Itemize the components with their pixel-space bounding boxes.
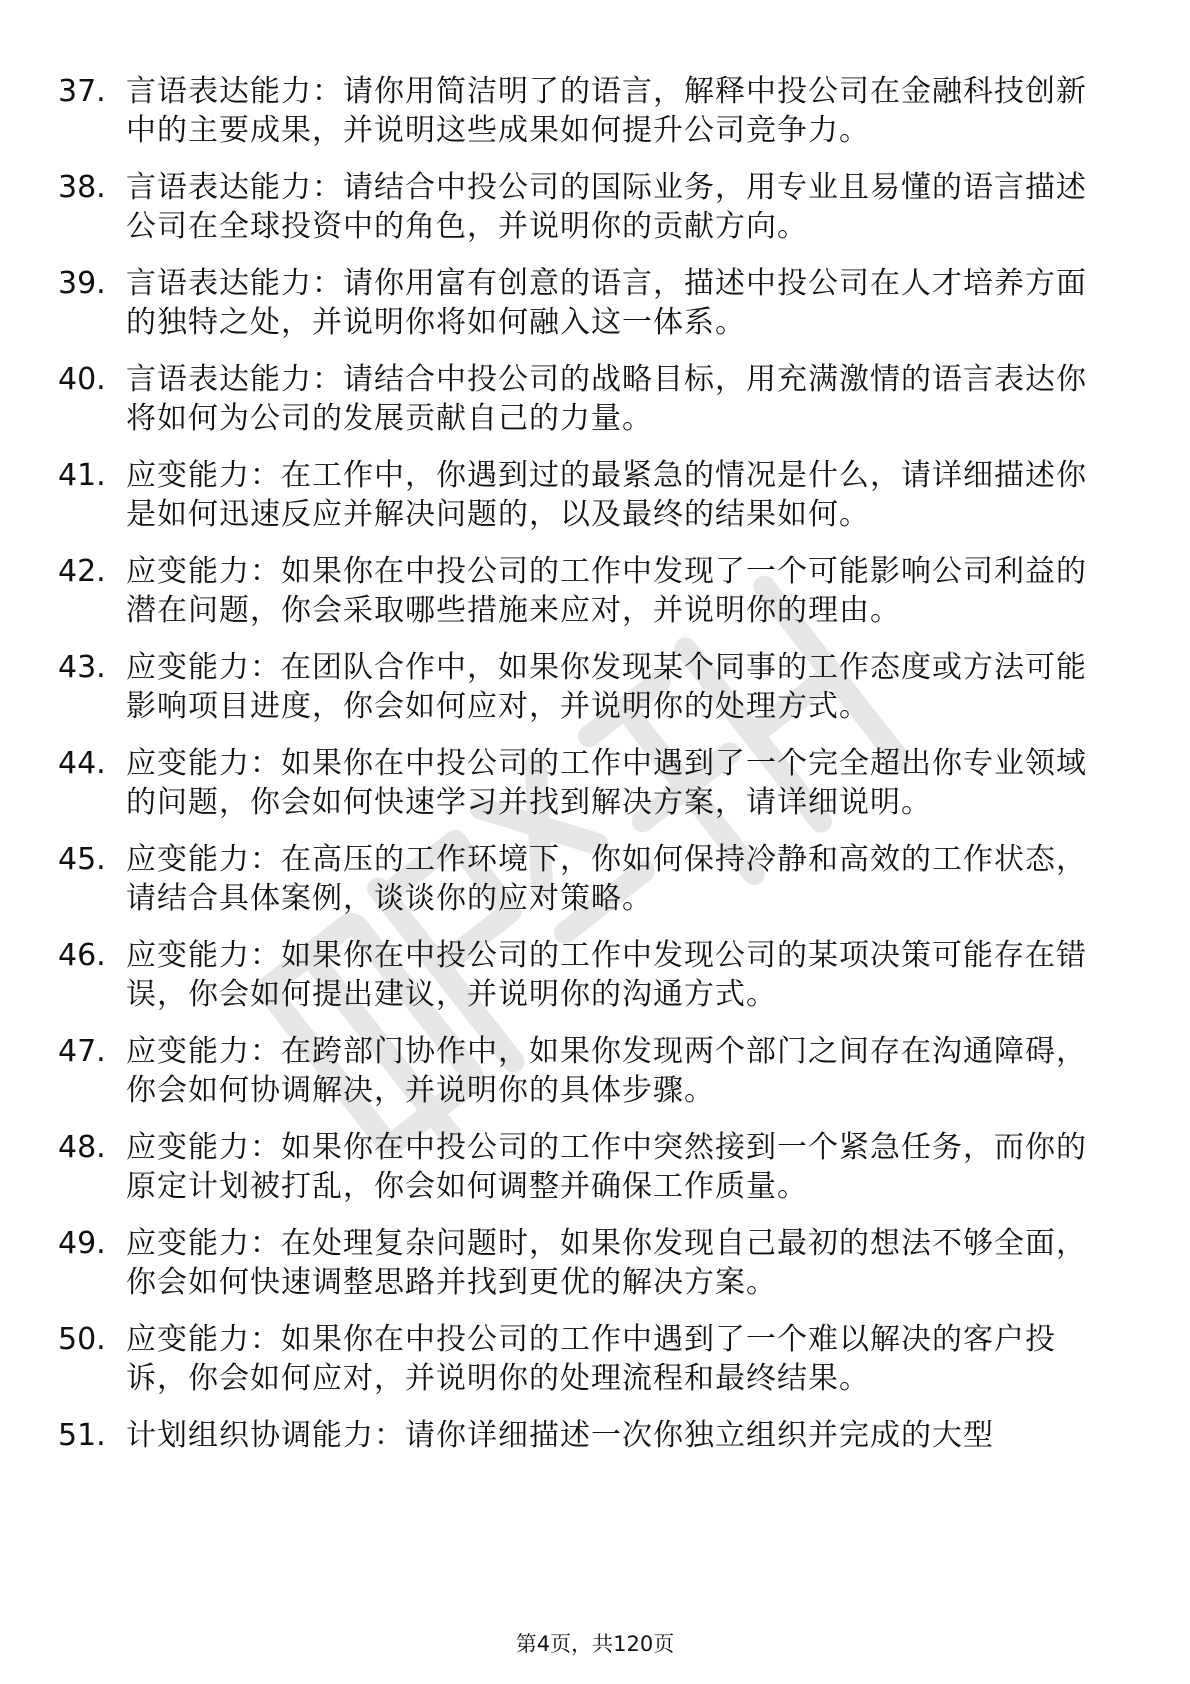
item-number: 46.	[58, 938, 106, 973]
item-text: 言语表达能力：请结合中投公司的战略目标，用充满激情的语言表达你将如何为公司的发展贡献自己的力量。	[126, 362, 1087, 436]
item-text: 应变能力：如果你在中投公司的工作中发现了一个可能影响公司利益的潜在问题，你会采取哪些措施来应对，并说明你的理由。	[126, 554, 1087, 628]
item-number: 50.	[58, 1322, 106, 1357]
list-item	[58, 552, 1108, 630]
list-item	[58, 648, 1108, 726]
item-number: 49.	[58, 1226, 106, 1261]
item-text: 应变能力：在高压的工作环境下，你如何保持冷静和高效的工作状态，请结合具体案例，谈谈你的应对策略。	[126, 842, 1087, 916]
item-text: 言语表达能力：请结合中投公司的国际业务，用专业且易懂的语言描述公司在全球投资中的角色，并说明你的贡献方向。	[126, 170, 1087, 244]
list-item	[58, 264, 1108, 342]
list-item	[58, 1032, 1108, 1110]
list-item	[58, 360, 1108, 438]
item-number: 37.	[58, 74, 106, 109]
question-list	[58, 72, 1108, 1473]
item-text: 应变能力：如果你在中投公司的工作中发现公司的某项决策可能存在错误，你会如何提出建议，并说明你的沟通方式。	[126, 938, 1087, 1012]
list-item	[58, 72, 1108, 150]
item-number: 40.	[58, 362, 106, 397]
item-text: 言语表达能力：请你用简洁明了的语言，解释中投公司在金融科技创新中的主要成果，并说明这些成果如何提升公司竞争力。	[126, 74, 1087, 148]
item-number: 39.	[58, 266, 106, 301]
item-text: 言语表达能力：请你用富有创意的语言，描述中投公司在人才培养方面的独特之处，并说明你将如何融入这一体系。	[126, 266, 1087, 340]
item-text: 计划组织协调能力：请你详细描述一次你独立组织并完成的大型	[126, 1418, 994, 1453]
item-number: 47.	[58, 1034, 106, 1069]
item-number: 41.	[58, 458, 106, 493]
item-number: 43.	[58, 650, 106, 685]
list-item	[58, 168, 1108, 246]
page-footer: 第4页，共120页	[515, 1632, 675, 1656]
item-text: 应变能力：在处理复杂问题时，如果你发现自己最初的想法不够全面，你会如何快速调整思路并找到更优的解决方案。	[126, 1226, 1087, 1300]
list-item	[58, 1224, 1108, 1302]
item-text: 应变能力：如果你在中投公司的工作中突然接到一个紧急任务，而你的原定计划被打乱，你会如何调整并确保工作质量。	[126, 1130, 1087, 1204]
item-text: 应变能力：如果你在中投公司的工作中遇到了一个难以解决的客户投诉，你会如何应对，并说明你的处理流程和最终结果。	[126, 1322, 1056, 1396]
list-item	[58, 1128, 1108, 1206]
list-item	[58, 840, 1108, 918]
list-item	[58, 456, 1108, 534]
item-text: 应变能力：在工作中，你遇到过的最紧急的情况是什么，请详细描述你是如何迅速反应并解决问题的，以及最终的结果如何。	[126, 458, 1087, 532]
item-number: 38.	[58, 170, 106, 205]
list-item	[58, 1416, 1108, 1455]
list-item	[58, 936, 1108, 1014]
item-number: 45.	[58, 842, 106, 877]
item-text: 应变能力：在跨部门协作中，如果你发现两个部门之间存在沟通障碍，你会如何协调解决，并说明你的具体步骤。	[126, 1034, 1087, 1108]
item-number: 51.	[58, 1418, 106, 1453]
item-text: 应变能力：如果你在中投公司的工作中遇到了一个完全超出你专业领域的问题，你会如何快速学习并找到解决方案，请详细说明。	[126, 746, 1087, 820]
item-number: 42.	[58, 554, 106, 589]
list-item	[58, 744, 1108, 822]
item-text: 应变能力：在团队合作中，如果你发现某个同事的工作态度或方法可能影响项目进度，你会如何应对，并说明你的处理方式。	[126, 650, 1087, 724]
item-number: 48.	[58, 1130, 106, 1165]
list-item	[58, 1320, 1108, 1398]
item-number: 44.	[58, 746, 106, 781]
